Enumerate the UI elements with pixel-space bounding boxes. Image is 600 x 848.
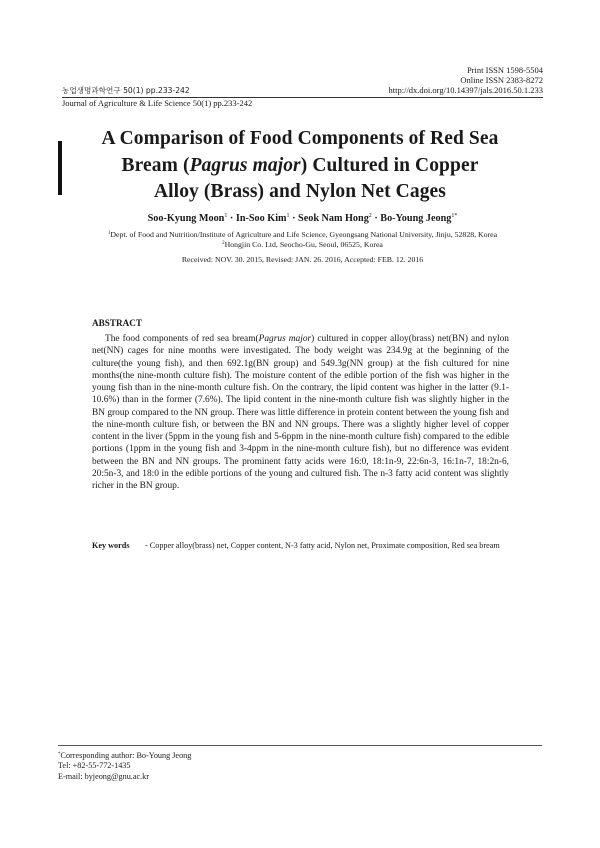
author-name: Soo-Kyung Moon (147, 213, 225, 224)
author-name: Bo-Young Jeong (380, 213, 452, 224)
title-line-2-pre: Bream ( (121, 154, 190, 176)
title-species: Pagrus major (189, 154, 301, 176)
title-line-1: A Comparison of Food Components of Red Sea (101, 128, 499, 149)
affiliation-mark: 1 (107, 231, 111, 236)
abstract-species: Pagrus major (258, 334, 312, 344)
footnote-mark: * (58, 752, 61, 757)
received-dates: Received: NOV. 30. 2015, Revised: JAN. 26. 2016, Accepted: FEB. 12. 2016 (181, 255, 424, 264)
footnote-rule (58, 745, 542, 746)
author-separator: · (229, 213, 234, 224)
author-separator: · (292, 213, 296, 224)
author-mark: 1 (224, 213, 228, 219)
abstract-text-pre: The food components of red sea bream( (105, 334, 259, 344)
footnote-email[interactable]: E-mail: byjeong@gnu.ac.kr (58, 772, 149, 781)
journal-korean: 농업생명과학연구 50(1) pp.233-242 (62, 86, 190, 95)
journal-english: Journal of Agriculture & Life Science 50(1) pp.233-242 (62, 98, 253, 108)
author-name: In-Soo Kim (235, 213, 287, 224)
online-issn: Online ISSN 2383-8272 (460, 75, 543, 85)
print-issn: Print ISSN 1598-5504 (466, 65, 543, 75)
title-side-bar (58, 141, 62, 195)
keywords-text: - Copper alloy(brass) net, Copper content, N-3 fatty acid, Nylon net, Proximate composition, Red sea bream (145, 541, 500, 550)
footnote-corresponding (58, 750, 191, 762)
title-line-2-post: ) Cultured in Copper (300, 154, 479, 176)
author-separator: · (374, 213, 378, 224)
author-mark: 1* (451, 213, 458, 219)
affiliation-mark: 2 (222, 241, 225, 246)
author-mark: 1 (286, 213, 290, 219)
keywords-label: Key words (92, 541, 130, 550)
affiliation-2 (62, 239, 543, 250)
affiliation-text: Hongjin Co. Ltd, Seocho-Gu, Seoul, 06525, Korea (224, 240, 383, 249)
paper-title (70, 126, 530, 206)
author-name: Seok Nam Hong (298, 213, 369, 224)
abstract-body (92, 333, 509, 492)
author-list (62, 210, 543, 225)
running-header (62, 85, 543, 96)
corresponding-author: Corresponding author: Bo-Young Jeong (60, 751, 192, 760)
footnote-tel: Tel: +82-55-772-1435 (58, 761, 131, 770)
abstract-heading: ABSTRACT (92, 318, 143, 328)
affiliation-text: Dept. of Food and Nutrition/Institute of Agriculture and Life Science, Gyeongsang National University, Jinju, 52828, Korea (110, 230, 498, 239)
abstract-text: ) cultured in copper alloy(brass) net(BN) and nylon net(NN) cages for nine months were investigated. The body weight was 234.9g at the beginning of the culture(the young fish), and then 692.1g(BN group) and 549.3g(NN group) at the fish cultured for nine months(the nine-month culture fish). The moisture content of the edible portion of the fish was higher in the young fish than in the nine-month culture fish. On the contrary, the lipid content was higher in the latter (9.1-10.6%) than in the former (7.6%). The lipid content in the nine-month culture fish was slightly higher in the BN group compared to the NN group. There was little difference in protein content between the young fish and the nine-month culture fish, or between the BN and NN groups. There was a slightly higher level of copper content in the liver (5ppm in the young fish and 5-6ppm in the nine-month culture fish) compared to the edible portions (1ppm in the young fish and 3-4ppm in the nine-month culture fish), but no difference was evident between the BN and NN groups. The prominent fatty acids were 16:0, 18:1n-9, 22:6n-3, 16:1n-7, 18:2n-6, 20:5n-3, and 18:0 in the edible portions of the young and cultured fish. The n-3 fatty acid content was slightly richer in the BN group. (92, 334, 509, 492)
author-mark: 2 (368, 213, 372, 219)
title-line-3: Alloy (Brass) and Nylon Net Cages (153, 181, 446, 202)
doi-link[interactable]: http://dx.doi.org/10.14397/jals.2016.50.1.233 (388, 85, 543, 95)
